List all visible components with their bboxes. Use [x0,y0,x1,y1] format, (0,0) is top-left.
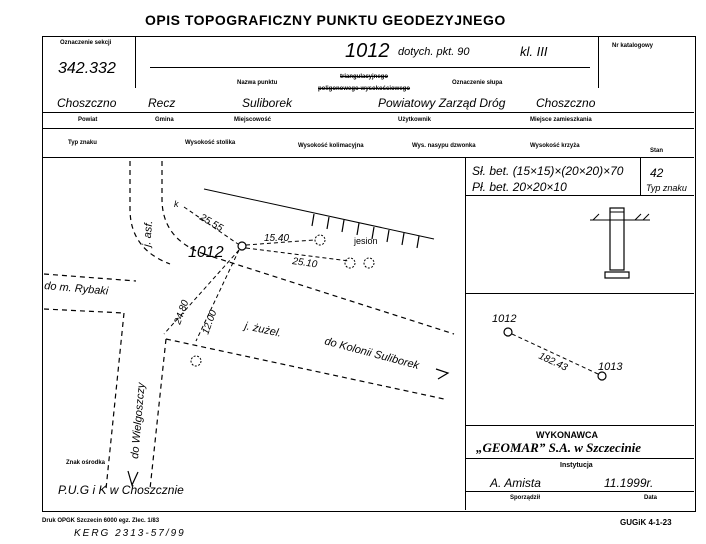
author-rule [465,491,694,492]
gmina-label: Gmina [155,117,174,123]
k-label: k [174,199,179,209]
store-label: Znak ośrodka [66,460,106,466]
kerg-number: KERG 2313-57/99 [74,528,186,539]
date-value: 11.1999r. [604,476,654,490]
columns-rule [42,157,694,158]
mini-point-1012-icon [504,328,512,336]
section-value: 342.332 [58,60,116,77]
col-wys-kolim: Wysokość kolimacyjna [298,143,364,149]
type-line2: poligonowego-wysokościowego [318,86,411,92]
section-label: Oznaczenie sekcji [60,40,112,46]
point-number: 1012 [345,40,390,62]
distance-24-80: 24.80 [172,298,192,327]
author-value: A. Amista [490,476,541,490]
zamieszkanie-value: Choszczno [536,96,596,110]
col-wys-stolika: Wysokość stolika [185,140,236,146]
gugik-code: GUGiK 4-1-23 [620,518,672,527]
road-edge-right [162,161,204,254]
mini-from-label: 1012 [492,313,517,325]
contractor-name-rule [465,458,694,459]
marker-cross-section-icon [585,200,655,285]
distance-25-55: 25.55 [197,212,225,235]
location-sketch [44,159,464,509]
distance-15-40: 15.40 [264,233,290,244]
plyta-spec: Pł. bet. 20×20×10 [472,180,567,194]
pole-label: Oznaczenie słupa [452,80,503,86]
gmina-value: Recz [148,96,176,110]
mini-map [470,300,690,420]
col-wys-krzyza: Wysokość krzyża [530,143,580,149]
point-note: dotych. pkt. 90 [398,46,470,58]
catalog-label: Nr katalogowy [612,43,654,49]
do-wielgoszczy-label: do Wielgoszczy [129,382,148,460]
stan-divider [640,157,641,195]
uzytkownik-value: Powiatowy Zarząd Dróg [378,96,506,110]
do-kolonii-label: do Kolonii Suliborek [323,335,421,373]
marker-rule [465,195,694,196]
contractor-label: WYKONAWCA [536,430,598,440]
mini-map-top-rule [465,293,694,294]
point-1012-icon [238,242,246,250]
date-label: Data [644,495,658,501]
institution-label: Instytucja [560,462,593,469]
do-rybaki-label: do m. Rybaki [44,280,109,298]
arrow-right-icon [436,369,448,379]
location-rule [42,112,694,113]
uzytkownik-label: Użytkownik [398,117,432,123]
road-edge-left [130,161,170,264]
j-asf-label: j. asf. [141,220,156,248]
stan-label: Stan [650,148,664,154]
miejscowosc-label: Miejscowość [234,117,272,123]
col-wys-nasypu: Wys. nasypu dzwonka [412,143,476,149]
typ-znaku-label: Typ znaku [646,183,687,193]
print-note: Druk OPGK Szczecin 6000 egz. Zlec. 1/83 [42,518,160,524]
point-number-rule [150,67,590,68]
zamieszkanie-label: Miejsce zamieszkania [530,117,592,123]
mini-to-label: 1013 [598,361,623,373]
author-label: Sporządził [510,495,541,501]
powiat-value: Choszczno [57,96,117,110]
mini-distance-label: 182.43 [536,350,570,374]
col-typ-znaku: Typ znaku [68,140,97,146]
jesion-label: jesion [354,236,378,246]
page-title: OPIS TOPOGRAFICZNY PUNKTU GEODEZYJNEGO [145,12,506,28]
j-zuzel-label: j. żużel. [243,320,283,340]
mini-point-1013-icon [598,372,606,380]
distance-12-00: 12.00 [200,308,220,337]
sketch-point-label: 1012 [188,244,224,261]
powiat-label: Powiat [78,117,98,123]
labels-rule [42,128,694,129]
store-value: P.U.G i K w Choszcznie [58,483,184,497]
contractor-name: „GEOMAR” S.A. w Szczecinie [476,440,642,455]
contractor-rule [465,425,694,426]
stan-value: 42 [650,166,664,180]
type-line1: triangulacyjnego [340,74,389,80]
miejscowosc-value: Suliborek [242,96,293,110]
class-value: kl. III [520,44,548,59]
slup-spec: Sł. bet. (15×15)×(20×20)×70 [472,164,624,178]
distance-25-10: 25.10 [291,256,318,271]
name-label: Nazwa punktu [237,80,278,86]
